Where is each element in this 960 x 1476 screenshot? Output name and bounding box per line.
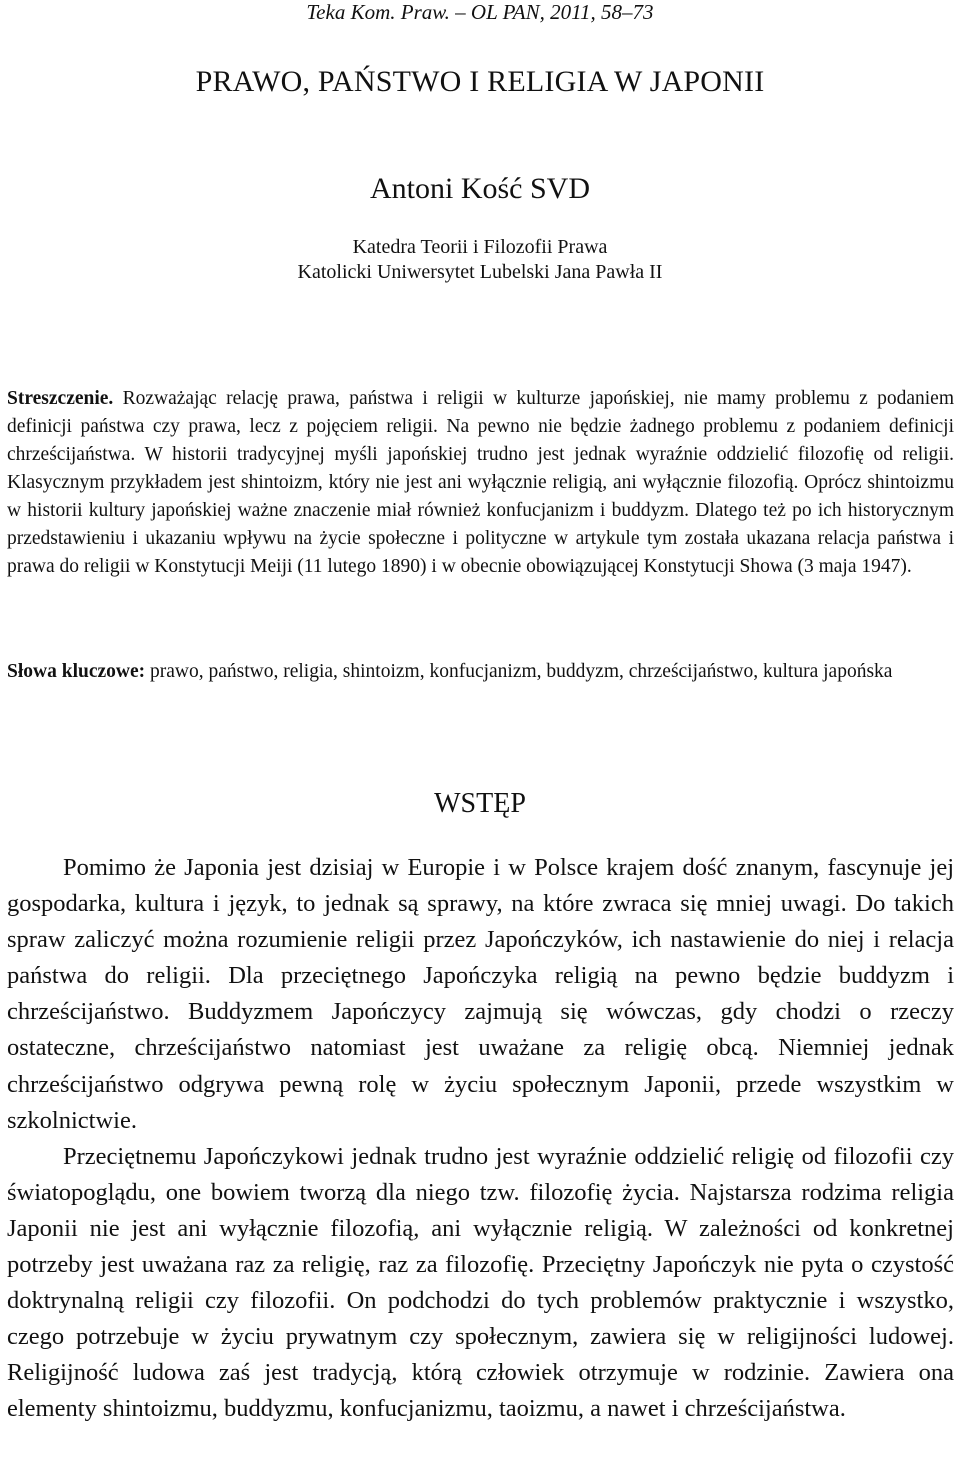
section-heading: WSTĘP	[434, 788, 526, 819]
abstract-text: Rozważając relację prawa, państwa i religii w kulturze japońskiej, nie mamy problemu z podaniem definicji państwa czy prawa, lecz z pojęciem religii. Na pewno nie będzie żadnego problemu z podaniem definicji chrześcijaństwa. W historii tradycyjnej myśli japońskiej trudno jest jednak wyraźnie oddzielić filozofię od religii. Klasycznym przykładem jest shintoizm, który nie jest ani wyłącznie religią, ani wyłącznie filozofią. Oprócz shintoizmu w historii kultury japońskiej ważne znaczenie miał również konfucjanizm i buddyzm. Dlatego też po ich historycznym przedstawieniu i ukazaniu wpływu na życie społeczne i polityczne w artykule tym została ukazana relacja państwa i prawa do religii w Konstytucji Meiji (11 lutego 1890) i w obecnie obowiązującej Konstytucji Showa (3 maja 1947).	[7, 388, 954, 577]
body-paragraph-2: Przeciętnemu Japończykowi jednak trudno jest wyraźnie oddzielić religię od filozofii czy światopoglądu, one bowiem tworzą dla niego tzw. filozofię życia. Najstarsza rodzima religia Japonii nie jest ani wyłącznie filozofią, ani wyłącznie religią. W zależności od konkretnej potrzeby jest uważana raz za religię, raz za filozofię. Przeciętny Japończyk nie pyta o czystość doktrynalną religii czy filozofii. On podchodzi do tych problemów praktycznie i wszystko, czego potrzebuje w życiu prywatnym czy społecznym, zawiera się w religijności ludowej. Religijność ludowa zaś jest tradycją, którą człowiek otrzymuje w rodzinie. Zawiera ona elementy shintoizmu, buddyzmu, konfucjanizmu, taoizmu, a nawet i chrześcijaństwa.	[7, 1142, 954, 1423]
article-title: PRAWO, PAŃSTWO I RELIGIA W JAPONII	[195, 65, 765, 98]
affiliation-university: Katolicki Uniwersytet Lubelski Jana Pawła II	[297, 261, 663, 283]
journal-citation: Teka Kom. Praw. – OL PAN, 2011, 58–73	[306, 0, 654, 24]
keywords	[7, 658, 954, 686]
author-name: Antoni Kość SVD	[369, 172, 590, 205]
affiliation-department: Katedra Teorii i Filozofii Prawa	[352, 236, 608, 258]
body-paragraph-1: Pomimo że Japonia jest dzisiaj w Europie i w Polsce krajem dość znanym, fascynuje jej gospodarka, kultura i język, to jednak są sprawy, na które zwraca się mniej uwagi. Do takich spraw zaliczyć można rozumienie religii przez Japończyków, ich nastawienie do niej i relacja państwa do religii. Dla przeciętnego Japończyka religią na pewno będzie buddyzm i chrześcijaństwo. Buddyzmem Japończycy zajmują się wówczas, gdy chodzi o rzeczy ostateczne, chrześcijaństwo natomiast jest uważane za religię obcą. Niemniej jednak chrześcijaństwo odgrywa pewną rolę w życiu społecznym Japonii, przede wszystkim w szkolnictwie.	[7, 854, 954, 1134]
keywords-label: Słowa kluczowe:	[7, 661, 146, 682]
keywords-text: prawo, państwo, religia, shintoizm, konfucjanizm, buddyzm, chrześcijaństwo, kultura japońska	[150, 661, 893, 682]
abstract-label: Streszczenie.	[7, 388, 114, 409]
abstract	[7, 385, 954, 581]
section-body	[7, 850, 954, 1428]
